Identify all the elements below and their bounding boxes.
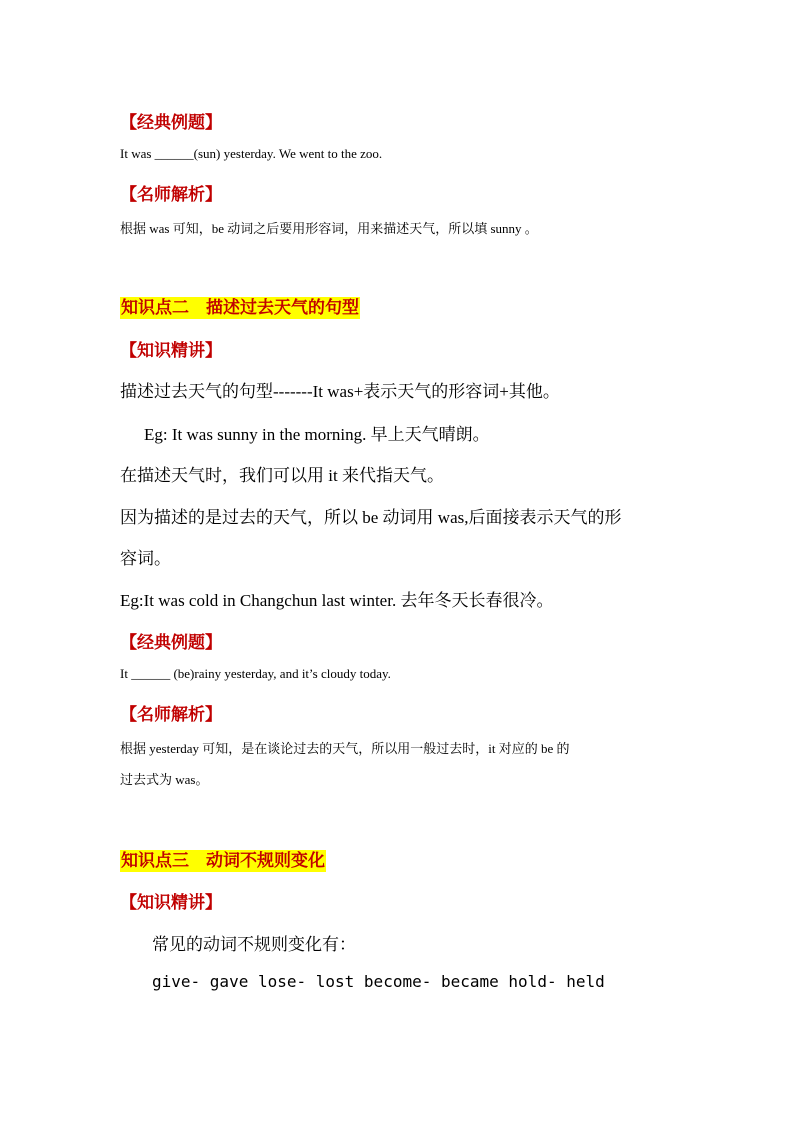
lecture-heading-2: 【知识精讲】 (120, 341, 222, 361)
example-sentence-1: Eg: It was sunny in the morning. 早上天气晴朗。 (144, 425, 490, 444)
example-text-2: It ______ (be)rainy yesterday, and it’s cloudy today. (120, 666, 391, 681)
example-heading-2: 【经典例题】 (120, 633, 222, 653)
analysis-heading-1: 【名师解析】 (120, 185, 222, 205)
example-sentence-2: Eg:It was cold in Changchun last winter. 去年冬天长春很冷。 (120, 591, 554, 610)
analysis-text-2b: 过去式为 was。 (120, 772, 209, 787)
lecture-line-3a: 因为描述的是过去的天气，所以 be 动词用 was,后面接表示天气的形 (120, 508, 622, 527)
knowledge-point-3-title: 知识点三 动词不规则变化 (121, 851, 325, 871)
knowledge-point-2-title-wrap (120, 293, 360, 318)
lecture-line-2: 在描述天气时，我们可以用 it 来代指天气。 (120, 466, 444, 485)
analysis-text-2a: 根据 yesterday 可知，是在谈论过去的天气，所以用一般过去时，it 对应的 be 的 (120, 741, 570, 756)
lecture-3-line-1: 常见的动词不规则变化有： (152, 935, 356, 954)
lecture-line-3b: 容词。 (120, 549, 171, 568)
analysis-text-1: 根据 was 可知，be 动词之后要用形容词，用来描述天气，所以填 sunny 。 (120, 221, 538, 236)
example-heading-1: 【经典例题】 (120, 113, 222, 133)
analysis-heading-2: 【名师解析】 (120, 705, 222, 725)
knowledge-point-3-title-wrap (120, 846, 326, 871)
irregular-verbs-list: give- gave lose- lost become- became hold- held (152, 972, 605, 991)
knowledge-point-2-title: 知识点二 描述过去天气的句型 (121, 298, 359, 318)
lecture-heading-3: 【知识精讲】 (120, 893, 222, 913)
example-text-1: It was ______(sun) yesterday. We went to the zoo. (120, 146, 383, 161)
lecture-line-1: 描述过去天气的句型-------It was+表示天气的形容词+其他。 (120, 382, 560, 401)
